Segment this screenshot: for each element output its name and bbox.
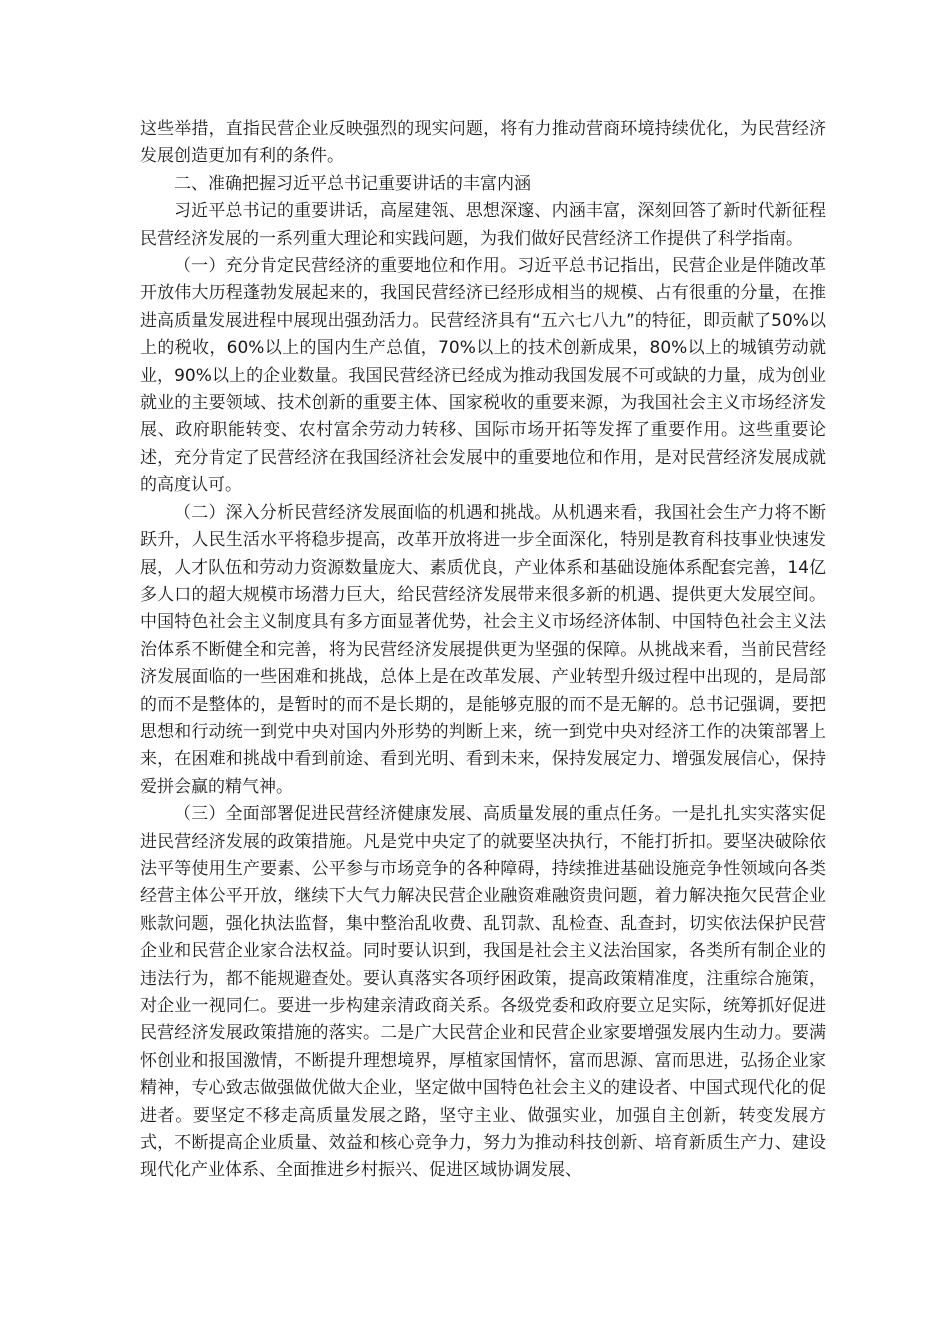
paragraph-point-3: （三）全面部署促进民营经济健康发展、高质量发展的重点任务。一是扎扎实实落实促进民营经济发展的政策措施。凡是党中央定了的就要坚决执行，不能打折扣。要坚决破除依法平等使用生产要素、公平参与市场竞争的各种障碍，持续推进基础设施竞争性领域向各类经营主体公平开放，继续下大气力解决民营企业融资难融资贵问题，着力解决拖欠民营企业账款问题，强化执法监督，集中整治乱收费、乱罚款、乱检查、乱查封，切实依法保护民营企业和民营企业家合法权益。同时要认识到，我国是社会主义法治国家，各类所有制企业的违法行为，都不能规避查处。要认真落实各项纾困政策，提高政策精准度，注重综合施策，对企业一视同仁。要进一步构建亲清政商关系。各级党委和政府要立足实际，统筹抓好促进民营经济发展政策措施的落实。二是广大民营企业和民营企业家要增强发展内生动力。要满怀创业和报国激情，不断提升理想境界，厚植家国情怀，富而思源、富而思进，弘扬企业家精神，专心致志做强做优做大企业，坚定做中国特色社会主义的建设者、中国式现代化的促进者。要坚定不移走高质量发展之路，坚守主业、做强实业，加强自主创新，转变发展方式，不断提高企业质量、效益和核心竞争力，努力为推动科技创新、培育新质生产力、建设现代化产业体系、全面推进乡村振兴、促进区域协调发展、 <box>140 804 826 1181</box>
paragraph-intro: 习近平总书记的重要讲话，高屋建瓴、思想深邃、内涵丰富，深刻回答了新时代新征程民营经济发展的一系列重大理论和实践问题，为我们做好民营经济工作提供了科学指南。 <box>140 201 826 249</box>
paragraph-continuation: 这些举措，直指民营企业反映强烈的现实问题，将有力推动营商环境持续优化，为民营经济发展创造更加有利的条件。 <box>140 119 826 167</box>
paragraph-point-2: （二）深入分析民营经济发展面临的机遇和挑战。从机遇来看，我国社会生产力将不断跃升，人民生活水平将稳步提高，改革开放将进一步全面深化，特别是教育科技事业快速发展，人才队伍和劳动力资源数量庞大、素质优良，产业体系和基础设施体系配套完善，14亿多人口的超大规模市场潜力巨大，给民营经济发展带来很多新的机遇、提供更大发展空间。中国特色社会主义制度具有多方面显著优势，社会主义市场经济体制、中国特色社会主义法治体系不断健全和完善，将为民营经济发展提供更为坚强的保障。从挑战来看，当前民营经济发展面临的一些困难和挑战，总体上是在改革发展、产业转型升级过程中出现的，是局部的而不是整体的，是暂时的而不是长期的，是能够克服的而不是无解的。总书记强调，要把思想和行动统一到党中央对国内外形势的判断上来，统一到党中央对经济工作的决策部署上来，在困难和挑战中看到前途、看到光明、看到未来，保持发展定力、增强发展信心，保持爱拼会赢的精气神。 <box>140 502 826 797</box>
document-body <box>140 116 826 1185</box>
paragraph-point-1: （一）充分肯定民营经济的重要地位和作用。习近平总书记指出，民营企业是伴随改革开放伟大历程蓬勃发展起来的，我国民营经济已经形成相当的规模、占有很重的分量，在推进高质量发展进程中展现出强劲活力。民营经济具有“五六七八九”的特征，即贡献了50%以上的税收，60%以上的国内生产总值，70%以上的技术创新成果，80%以上的城镇劳动就业，90%以上的企业数量。我国民营经济已经成为推动我国发展不可或缺的力量，成为创业就业的主要领域、技术创新的重要主体、国家税收的重要来源，为我国社会主义市场经济发展、政府职能转变、农村富余劳动力转移、国际市场开拓等发挥了重要作用。这些重要论述，充分肯定了民营经济在我国经济社会发展中的重要地位和作用，是对民营经济发展成就的高度认可。 <box>140 256 826 496</box>
section-heading: 二、准确把握习近平总书记重要讲话的丰富内涵 <box>174 173 531 194</box>
